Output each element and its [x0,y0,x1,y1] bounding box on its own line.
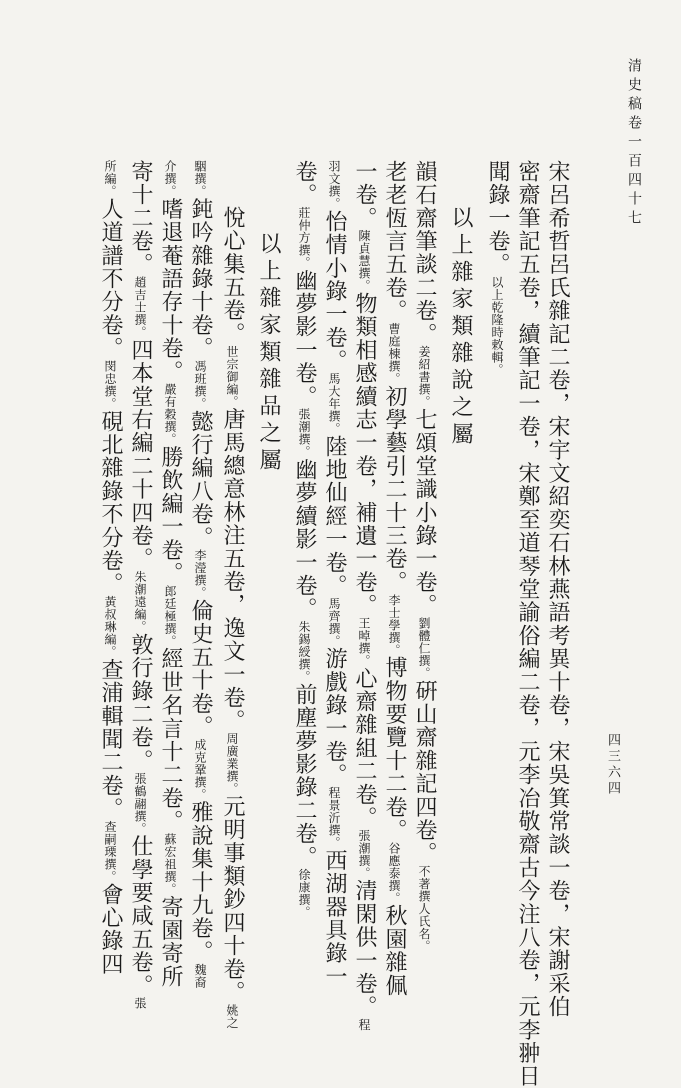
author-note: 馬齊撰。 [327,597,341,648]
author-note: 世宗御編。 [225,345,239,408]
author-note: 駰撰。 [193,160,207,198]
text-column-2 [515,160,539,1088]
book-title: 游戲錄一卷。 [322,647,347,787]
author-note: 程景沂撰。 [327,786,341,850]
section-heading-text: 以上雜家類雜說之屬 [448,206,473,449]
text-column-15 [98,160,122,976]
book-title: 四本堂右編二十四卷。 [128,338,153,571]
book-title: 卷。 [292,160,317,207]
author-note: 嚴有穀撰。 [163,383,177,446]
author-note: 介撰。 [163,160,177,198]
book-title: 倫史五十卷。 [188,599,213,739]
book-title: 硯北雜錄不分卷。 [98,409,123,596]
book-title: 鈍吟雜錄十卷。 [188,197,213,360]
book-title: 嗜退菴語存十卷。 [158,197,183,384]
author-note: 姜紹書撰。 [417,345,431,409]
book-title: 硏山齋雜記四卷。 [412,679,437,866]
book-title: 寄園寄所 [158,895,183,989]
author-note: 馮班撰。 [193,359,207,410]
main-text: 宋呂希哲呂氏雜記二卷，宋宇文紹奕石林燕語考異十卷，宋吳箕常談一卷，宋謝采伯 [545,160,570,1019]
main-text: 密齋筆記五卷，續筆記一卷，宋鄭至道琴堂諭俗編二卷，元李冶敬齋古今注八卷，元李翀日 [515,160,540,1088]
main-text: 聞錄一卷。 [485,160,510,276]
book-title: 唐馬總意林注五卷，逸文一卷。 [220,407,245,733]
author-note: 不著撰人氏名。 [417,865,431,953]
book-title: 會心錄四 [98,882,123,976]
author-note: 張 [133,997,147,1010]
book-title: 西湖器具錄一 [322,849,347,989]
author-note: 朱錫綬撰。 [297,620,311,684]
book-title: 懿行編八卷。 [188,409,213,550]
author-note: 張鶴翮撰。 [133,772,147,835]
text-column-6 [382,160,406,997]
text-column-7 [352,160,376,1031]
text-column-5 [412,160,436,953]
author-note: 成克鞏撰。 [193,738,207,801]
book-title: 幽夢續影一卷。 [292,458,317,621]
author-note: 李瀅撰。 [193,549,207,600]
author-note: 陳貞慧撰。 [357,229,371,293]
author-note: 蘇宏祖撰。 [163,832,177,896]
book-title: 仕學要咸五卷。 [128,834,153,998]
author-note: 程 [357,1018,371,1032]
text-column-9 [292,160,316,919]
book-title: 韻石齋筆談二卷。 [412,160,437,346]
book-title: 查浦輯聞二卷。 [98,658,123,821]
book-title: 怡情小錄一卷。 [322,210,347,373]
book-title: 寄十二卷。 [128,160,153,276]
author-note: 魏裔 [193,963,207,989]
author-note: 羽文撰。 [327,160,341,210]
section-heading-text: 以上雜家類雜品之屬 [256,232,281,475]
section-heading-miscellaneous-items [256,232,280,475]
author-note: 曹庭棟撰。 [387,322,401,385]
book-title: 幽夢影一卷。 [292,268,317,409]
author-note: 李士學撰。 [387,593,401,657]
book-title: 秋園雜佩 [382,904,407,998]
author-note: 周廣業撰。 [225,732,239,796]
book-title: 人道譜不分卷。 [98,197,123,360]
author-note: 馬大年撰。 [327,372,341,435]
book-title: 物類相感續志一卷，補遺一卷。 [352,292,377,617]
text-column-13 [158,160,182,988]
book-title: 老老恆言五卷。 [382,160,407,323]
book-title: 勝飲編一卷。 [158,445,183,585]
author-note: 張潮撰。 [297,408,311,459]
book-title: 心齋雜組二卷。 [352,666,377,830]
author-note: 趙吉士撰。 [133,276,147,339]
author-note: 所編。 [103,160,117,198]
book-title: 雅說集十九卷。 [188,800,213,964]
book-title: 悅心集五卷。 [220,206,245,346]
author-note: 王晫撰。 [357,616,371,667]
book-title: 敦行錄二卷。 [128,633,153,773]
book-title: 一卷。 [352,160,377,230]
book-title: 經世名言十二卷。 [158,647,183,833]
author-note: 黃叔琳編。 [103,595,117,659]
author-note: 姚之 [225,1003,239,1029]
author-note: 谷應泰撰。 [387,841,401,905]
text-column-3 [485,160,509,376]
annotation-note: 以上乾隆時敕輯。 [490,276,504,376]
author-note: 莊仲方撰。 [297,206,311,269]
book-title: 前塵夢影錄二卷。 [292,683,317,869]
text-column-11 [220,206,244,1029]
book-title: 博物要覽十二卷。 [382,656,407,842]
book-title: 七頌堂識小錄一卷。 [412,408,437,617]
book-title: 初學藝引二十三卷。 [382,384,407,594]
page-number: 四三六四 [605,733,620,797]
book-title: 元明事類鈔四十卷。 [220,795,245,1004]
book-title: 清閑供一卷。 [352,879,377,1019]
text-column-12 [188,160,212,988]
author-note: 閔忠撰。 [103,359,117,410]
text-column-8 [322,160,346,988]
author-note: 徐康撰。 [297,868,311,919]
book-title: 陸地仙經一卷。 [322,434,347,598]
section-heading-miscellaneous-sayings [448,206,472,449]
author-note: 張潮撰。 [357,829,371,880]
author-note: 查嗣瑮撰。 [103,820,117,883]
author-note: 郎廷極撰。 [163,584,177,648]
text-column-1 [545,160,569,1018]
running-header-title: 清史稿卷一百四十七 [626,58,642,229]
author-note: 劉體仁撰。 [417,616,431,680]
text-column-14 [128,160,152,1010]
author-note: 朱潮遠編。 [133,570,147,633]
